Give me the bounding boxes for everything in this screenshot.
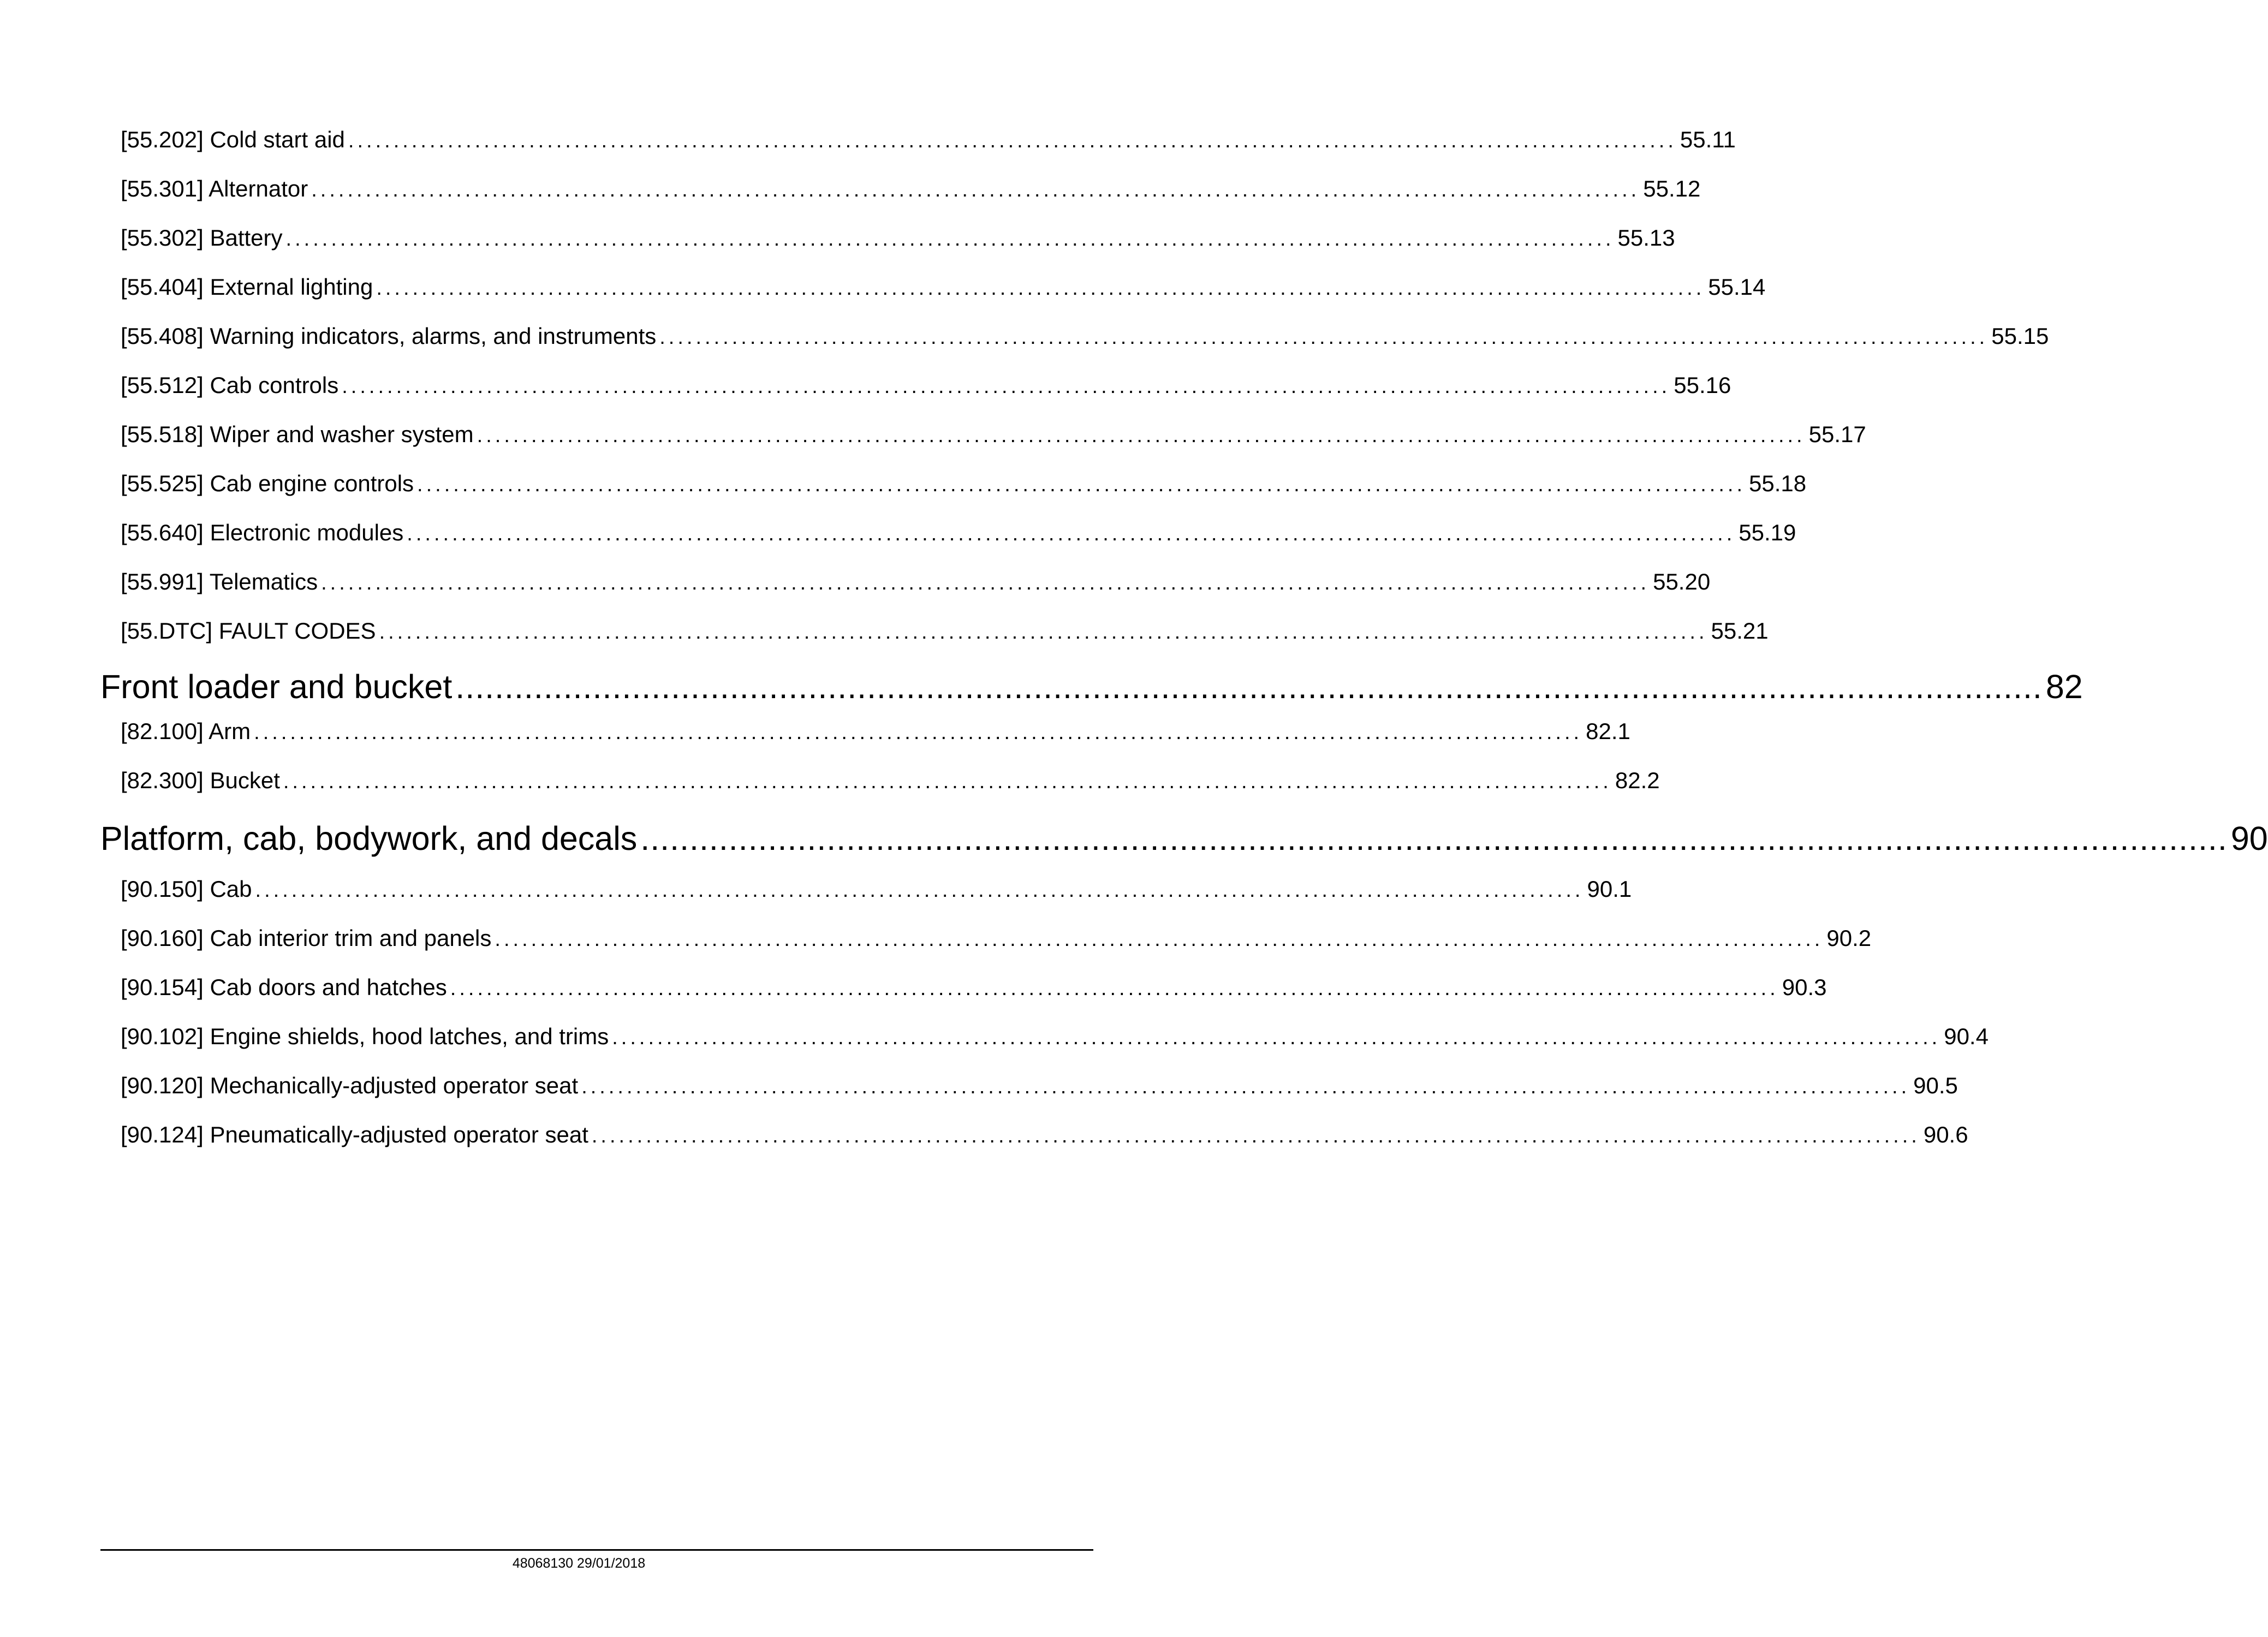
toc-entry-page: 55.19 bbox=[1739, 520, 1796, 545]
toc-entry-title: [90.124] Pneumatically-adjusted operator seat bbox=[121, 1122, 588, 1147]
dot-leader: ................................................................................................................................................... bbox=[612, 1026, 1941, 1049]
toc-entry-page: 90.4 bbox=[1944, 1023, 1989, 1049]
toc-entry-55-525[interactable] bbox=[121, 469, 1807, 499]
toc-entry-title: [55.408] Warning indicators, alarms, and instruments bbox=[121, 323, 657, 349]
toc-entry-55-404[interactable] bbox=[121, 273, 1766, 302]
toc-entry-title: [55.404] External lighting bbox=[121, 274, 373, 300]
toc-entry-title: [90.120] Mechanically-adjusted operator seat bbox=[121, 1073, 579, 1098]
toc-entry-page: 90.5 bbox=[1913, 1073, 1958, 1098]
toc-section-page: 82 bbox=[2045, 668, 2083, 705]
toc-entry-page: 82.1 bbox=[1586, 718, 1630, 744]
toc-entry-55-301[interactable] bbox=[121, 175, 1701, 204]
toc-entry-page: 55.21 bbox=[1711, 618, 1769, 644]
dot-leader: ................................................................................................................................................... bbox=[311, 178, 1640, 201]
dot-leader: ................................................................................................................................................... bbox=[495, 928, 1824, 951]
toc-entry-55-302[interactable] bbox=[121, 224, 1675, 253]
toc-entry-title: [55.525] Cab engine controls bbox=[121, 471, 414, 496]
toc-entry-title: [90.154] Cab doors and hatches bbox=[121, 974, 447, 1000]
toc-entry-page: 55.12 bbox=[1643, 176, 1701, 201]
dot-leader: ................................................................................................................................................... bbox=[321, 572, 1650, 594]
toc-section-title: Front loader and bucket bbox=[100, 668, 453, 705]
dot-leader: ................................................................................................................................................... bbox=[283, 770, 1612, 793]
toc-entry-55-512[interactable] bbox=[121, 371, 1731, 401]
toc-entry-page: 55.20 bbox=[1653, 569, 1711, 594]
toc-entry-90-150[interactable] bbox=[121, 875, 1632, 904]
dot-leader: ................................................................................................................................................... bbox=[342, 375, 1671, 398]
toc-entry-55-518[interactable] bbox=[121, 420, 1866, 450]
dot-leader: ................................................................................................................................................... bbox=[379, 621, 1708, 644]
dot-leader: ................................................................................................................................................... bbox=[255, 879, 1584, 902]
toc-entry-page: 82.2 bbox=[1615, 767, 1660, 793]
toc-entry-title: [55.518] Wiper and washer system bbox=[121, 421, 474, 447]
toc-entry-title: [90.160] Cab interior trim and panels bbox=[121, 925, 492, 951]
toc-entry-page: 90.3 bbox=[1782, 974, 1827, 1000]
toc-entry-page: 55.15 bbox=[1991, 323, 2049, 349]
dot-leader: ................................................................................................................................................... bbox=[581, 1075, 1910, 1098]
toc-entry-90-160[interactable] bbox=[121, 924, 1872, 954]
toc-entry-90-120[interactable] bbox=[121, 1072, 1958, 1101]
toc-section-platform-cab[interactable] bbox=[100, 819, 2268, 858]
toc-entry-page: 55.16 bbox=[1674, 372, 1731, 398]
toc-entry-90-102[interactable] bbox=[121, 1022, 1989, 1052]
toc-section-title: Platform, cab, bodywork, and decals bbox=[100, 820, 638, 857]
toc-entry-90-124[interactable] bbox=[121, 1121, 1968, 1150]
toc-entry-title: [90.150] Cab bbox=[121, 876, 252, 902]
dot-leader: .................................................................................................................................................................. bbox=[455, 668, 2043, 705]
toc-entry-title: [55.DTC] FAULT CODES bbox=[121, 618, 376, 644]
toc-entry-82-300[interactable] bbox=[121, 766, 1660, 796]
toc-entry-title: [82.300] Bucket bbox=[121, 767, 280, 793]
toc-entry-page: 55.17 bbox=[1808, 421, 1866, 447]
toc-entry-title: [90.102] Engine shields, hood latches, and trims bbox=[121, 1023, 609, 1049]
toc-entry-55-408[interactable] bbox=[121, 322, 2049, 352]
toc-entry-page: 55.14 bbox=[1708, 274, 1766, 300]
toc-entry-page: 90.1 bbox=[1587, 876, 1632, 902]
dot-leader: ................................................................................................................................................... bbox=[450, 977, 1779, 1000]
toc-entry-page: 55.11 bbox=[1680, 127, 1736, 152]
toc-entry-title: [55.301] Alternator bbox=[121, 176, 308, 201]
dot-leader: ................................................................................................................................................... bbox=[477, 424, 1806, 447]
dot-leader: ................................................................................................................................................... bbox=[348, 129, 1677, 152]
toc-entry-title: [82.100] Arm bbox=[121, 718, 251, 744]
toc-entry-title: [55.202] Cold start aid bbox=[121, 127, 345, 152]
toc-entry-82-100[interactable] bbox=[121, 717, 1630, 747]
toc-entry-title: [55.640] Electronic modules bbox=[121, 520, 404, 545]
toc-entry-page: 55.13 bbox=[1617, 225, 1675, 251]
dot-leader: ................................................................................................................................................... bbox=[407, 522, 1736, 545]
toc-entry-55-202[interactable] bbox=[121, 126, 1736, 155]
toc-entry-55-991[interactable] bbox=[121, 568, 1711, 597]
toc-entry-90-154[interactable] bbox=[121, 973, 1827, 1003]
footer-divider bbox=[100, 1549, 1093, 1551]
dot-leader: ................................................................................................................................................... bbox=[254, 721, 1583, 744]
toc-entry-title: [55.302] Battery bbox=[121, 225, 283, 251]
toc-section-page: 90 bbox=[2230, 820, 2268, 857]
toc-entry-page: 90.2 bbox=[1826, 925, 1872, 951]
toc-entry-55-dtc[interactable] bbox=[121, 617, 1769, 646]
toc-entry-title: [55.512] Cab controls bbox=[121, 372, 339, 398]
dot-leader: ................................................................................................................................................... bbox=[376, 277, 1705, 300]
dot-leader: ................................................................................................................................................... bbox=[285, 228, 1615, 251]
footer-document-code: 48068130 29/01/2018 bbox=[512, 1556, 646, 1571]
toc-section-front-loader[interactable] bbox=[100, 667, 2083, 706]
dot-leader: ................................................................................................................................................... bbox=[591, 1124, 1920, 1147]
toc-entry-page: 55.18 bbox=[1749, 471, 1807, 496]
dot-leader: ................................................................................................................................................... bbox=[417, 473, 1746, 496]
toc-entry-55-640[interactable] bbox=[121, 519, 1796, 548]
dot-leader: ................................................................................................................................................... bbox=[659, 326, 1989, 349]
toc-entry-title: [55.991] Telematics bbox=[121, 569, 318, 594]
dot-leader: .................................................................................................................................................................. bbox=[640, 820, 2228, 857]
toc-entry-page: 90.6 bbox=[1923, 1122, 1968, 1147]
